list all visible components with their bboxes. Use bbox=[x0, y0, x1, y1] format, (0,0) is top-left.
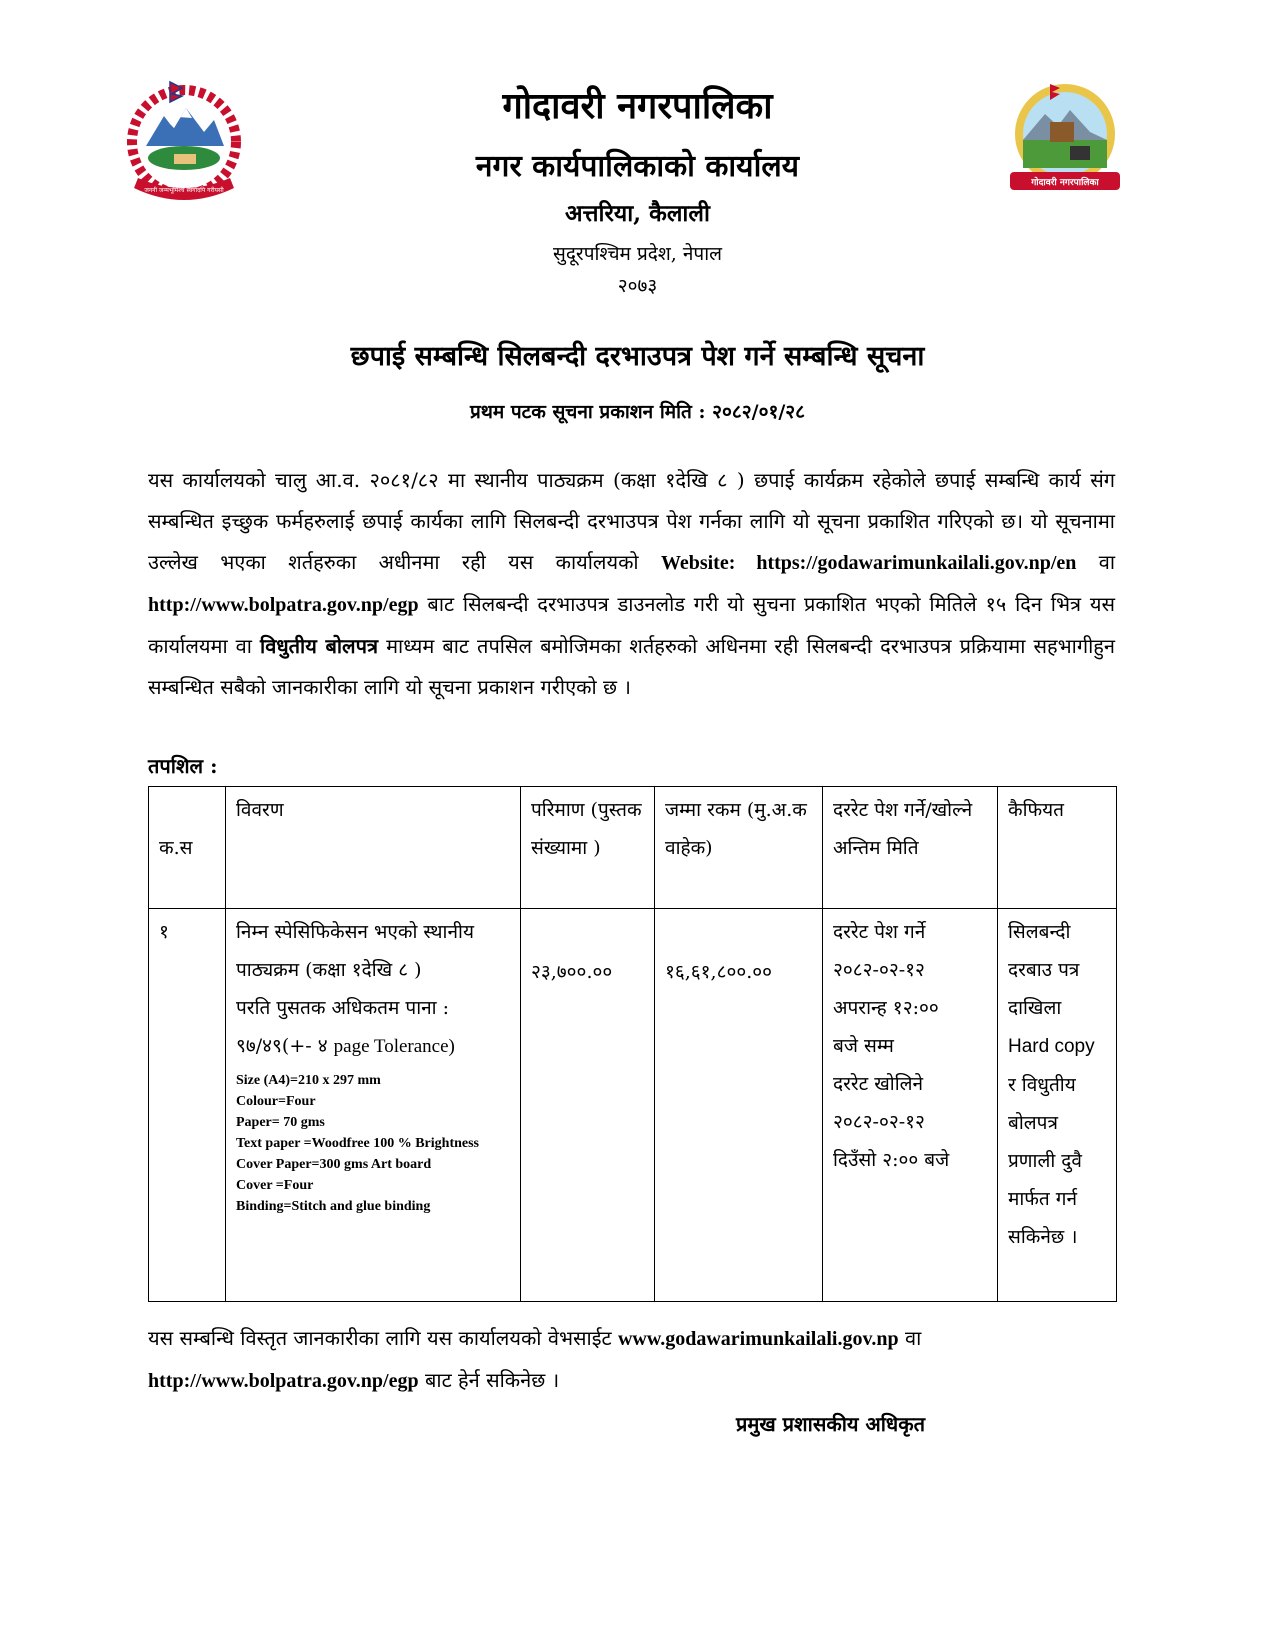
row-description bbox=[226, 909, 521, 1302]
notice-title: छपाई सम्बन्धि सिलबन्दी दरभाउपत्र पेश गर्ने सम्बन्धि सूचना bbox=[350, 341, 925, 372]
remarks-hard-copy: Hard copy bbox=[1008, 1036, 1095, 1057]
e-bidding-label: विधुतीय बोलपत्र bbox=[260, 634, 379, 658]
body-paragraph-part1: यस कार्यालयको चालु आ.व. २०८१/८२ मा स्थानीय पाठ्यक्रम (कक्षा १देखि ८ ) छपाई कार्यक्रम रहेकोले छपाई सम्बन्धि कार्य संग सम्बन्धित इच्छुक फर्महरुलाई छपाई कार्यका लागि सिलबन्दी दरभाउपत्र पेश गर्नका लागि यो सूचना प्रकाशित गरिएको छ। यो सूचनामा उल्लेख भएका शर्तहरुका अधीनमा रही यस कार्यालयको bbox=[148, 468, 1115, 574]
spec-item: Colour=Four bbox=[236, 1094, 316, 1109]
table-row bbox=[149, 909, 1117, 1302]
spec-item: Binding=Stitch and glue binding bbox=[236, 1199, 431, 1214]
office-name: गोदावरी नगरपालिका bbox=[502, 85, 773, 127]
footer-text2: बाट हेर्न सकिनेछ । bbox=[424, 1368, 560, 1392]
header-remarks: कैफियत bbox=[998, 787, 1117, 909]
spec-item: Text paper =Woodfree 100 % Brightness bbox=[236, 1136, 480, 1151]
notice-body bbox=[148, 460, 1115, 708]
row-amount: १६,६१,८००.०० bbox=[655, 909, 823, 1302]
remarks-part2: र विधुतीय बोलपत्र प्रणाली दुवै मार्फत गर्न सकिनेछ । bbox=[1008, 1074, 1082, 1248]
row-deadline bbox=[823, 909, 998, 1302]
desc-line3 bbox=[236, 1027, 510, 1066]
row-quantity: २३,७००.०० bbox=[521, 909, 655, 1302]
office-subtitle: नगर कार्यपालिकाको कार्यालय bbox=[475, 149, 800, 184]
deadline-line: २०८२-०२-१२ bbox=[833, 1111, 925, 1133]
office-province: सुदूरपश्चिम प्रदेश, नेपाल bbox=[553, 243, 722, 265]
footer-egp-link[interactable]: http://www.bolpatra.gov.np/egp bbox=[148, 1370, 419, 1392]
desc-line2: परति पुसतक अधिकतम पाना : bbox=[236, 997, 450, 1019]
egp-link[interactable]: http://www.bolpatra.gov.np/egp bbox=[148, 594, 419, 616]
body-paragraph-part3: माध्यम बाट तपसिल बमोजिमका शर्तहरुको अधिनमा रही सिलबन्दी दरभाउपत्र प्रक्रियामा सहभागीहुन सम्बन्धित सबैको जानकारीका लागि यो सूचना प्रकाशन गरीएको छ । bbox=[148, 634, 1116, 699]
municipality-logo-caption: गोदावरी नगरपालिका bbox=[1031, 178, 1099, 188]
signatory-title: प्रमुख प्रशासकीय अधिकृत bbox=[736, 1412, 925, 1436]
tender-table bbox=[148, 786, 1117, 1302]
schedule-label: तपशिल : bbox=[148, 754, 218, 778]
deadline-line: दिउँसो २:०० बजे bbox=[833, 1149, 950, 1171]
spec-item: Cover Paper=300 gms Art board bbox=[236, 1157, 432, 1172]
header-amount: जम्मा रकम (मु.अ.क वाहेक) bbox=[655, 787, 823, 909]
emblem-motto: जननी जन्मभूमिश्च स्वर्गादपि गरीयसी bbox=[144, 187, 224, 194]
spec-item: Paper= 70 gms bbox=[236, 1115, 325, 1130]
footer-note bbox=[148, 1318, 1115, 1402]
deadline-line: २०८२-०२-१२ bbox=[833, 959, 925, 981]
row-sn: १ bbox=[149, 909, 226, 1302]
header-deadline: दररेट पेश गर्ने/खोल्ने अन्तिम मिति bbox=[823, 787, 998, 909]
header-sn: क.स bbox=[149, 787, 226, 909]
row-remarks bbox=[998, 909, 1117, 1302]
deadline-line: बजे सम्म bbox=[833, 1035, 894, 1057]
spec-item: Size (A4)=210 x 297 mm bbox=[236, 1073, 381, 1088]
website-link[interactable]: Website: https://godawarimunkailali.gov.np/en bbox=[660, 552, 1077, 574]
footer-site-link[interactable]: www.godawarimunkailali.gov.np bbox=[617, 1328, 899, 1350]
body-paragraph-part2: बाट सिलबन्दी दरभाउपत्र डाउनलोड गरी यो सुचना प्रकाशित भएको मितिले १५ दिन भित्र यस कार्यालयमा वा bbox=[148, 592, 1116, 658]
office-year: २०७३ bbox=[617, 275, 658, 297]
table-header-row bbox=[149, 787, 1117, 909]
footer-or: वा bbox=[904, 1326, 922, 1350]
footer-text1: यस सम्बन्धि विस्तृत जानकारीका लागि यस कार्यालयको वेभसाईट bbox=[148, 1326, 612, 1350]
office-location: अत्तरिया, कैलाली bbox=[565, 200, 710, 227]
remarks-part1: सिलबन्दी दरबाउ पत्र दाखिला bbox=[1008, 921, 1080, 1019]
deadline-line: अपरान्ह १२:०० bbox=[833, 997, 939, 1019]
header-quantity: परिमाण (पुस्तक संख्यामा ) bbox=[521, 787, 655, 909]
deadline-line: दररेट खोलिने bbox=[833, 1073, 924, 1095]
desc-line1: निम्न स्पेसिफिकेसन भएको स्थानीय पाठ्यक्रम (कक्षा १देखि ८ ) bbox=[236, 921, 474, 981]
desc-line3-en: page Tolerance) bbox=[333, 1036, 455, 1057]
desc-line3-np: ९७/४९(+- ४ bbox=[236, 1035, 328, 1057]
deadline-line: दररेट पेश गर्ने bbox=[833, 921, 926, 943]
body-or: वा bbox=[1098, 550, 1116, 574]
header-description: विवरण bbox=[226, 787, 521, 909]
spec-item: Cover =Four bbox=[236, 1178, 314, 1193]
publish-date: प्रथम पटक सूचना प्रकाशन मिति : २०८२/०१/२८ bbox=[469, 401, 806, 423]
